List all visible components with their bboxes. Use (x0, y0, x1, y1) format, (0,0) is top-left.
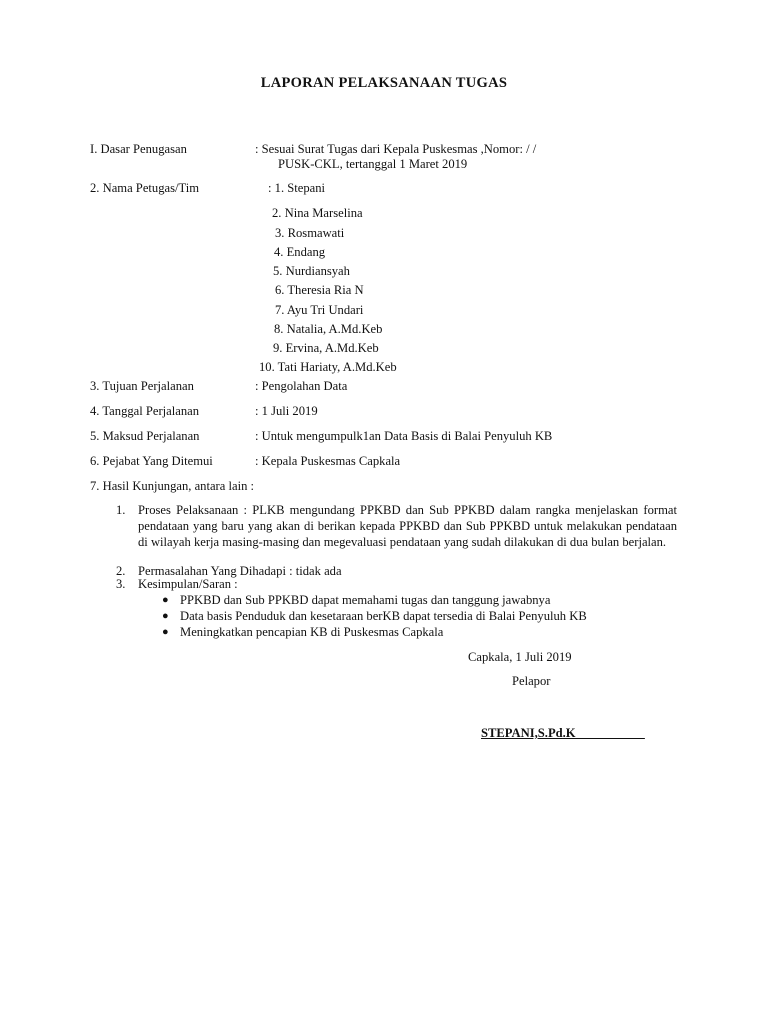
field-label-tanggal: 4. Tanggal Perjalanan (90, 404, 200, 418)
field-label-pejabat: 6. Pejabat Yang Ditemui (90, 454, 213, 468)
document-title: LAPORAN PELAKSANAAN TUGAS (260, 75, 508, 91)
bullet-icon: ● (162, 610, 169, 622)
field-label-maksud: 5. Maksud Perjalanan (90, 429, 200, 443)
saran-item: Meningkatkan pencapian KB di Puskesmas Capkala (180, 625, 444, 639)
field-label-tujuan: 3. Tujuan Perjalanan (90, 379, 194, 393)
petugas-member: 4. Endang (274, 245, 326, 259)
petugas-first: : 1. Stepani (268, 181, 326, 195)
field-value-maksud: : Untuk mengumpulk1an Data Basis di Balai Penyuluh KB (255, 429, 553, 443)
field-value-pejabat: : Kepala Puskesmas Capkala (255, 454, 401, 468)
bullet-icon: ● (162, 626, 169, 638)
petugas-member: 8. Natalia, A.Md.Keb (274, 322, 383, 336)
petugas-member: 7. Ayu Tri Undari (275, 303, 364, 317)
hasil-label: 7. Hasil Kunjungan, antara lain : (90, 479, 255, 493)
petugas-member: 10. Tati Hariaty, A.Md.Keb (259, 360, 397, 374)
saran-item: Data basis Penduduk dan kesetaraan berKB dapat tersedia di Balai Penyuluh KB (180, 609, 587, 623)
saran-item: PPKBD dan Sub PPKBD dapat memahami tugas dan tanggung jawabnya (180, 593, 551, 607)
dasar-value-line1: : Sesuai Surat Tugas dari Kepala Puskesmas ,Nomor: / / (255, 142, 537, 156)
dasar-label: I. Dasar Penugasan (90, 142, 187, 156)
hasil-item-number: 2. (116, 564, 126, 578)
hasil-item-text: Permasalahan Yang Dihadapi : tidak ada (138, 564, 342, 578)
field-value-tanggal: : 1 Juli 2019 (255, 404, 318, 418)
bullet-icon: ● (162, 594, 169, 606)
dasar-value-line2: PUSK-CKL, tertanggal 1 Maret 2019 (278, 157, 468, 171)
signer-name: STEPANI,S.Pd.K (481, 726, 645, 740)
petugas-member: 9. Ervina, A.Md.Keb (273, 341, 379, 355)
petugas-member: 2. Nina Marselina (272, 206, 363, 220)
hasil-item-text: Proses Pelaksanaan : PLKB mengundang PPKBD dan Sub PPKBD dalam rangka menjelaskan format pendataan yang baru yang akan di berikan kepada PPKBD dan Sub PPKBD untuk melakukan pendataan di wilayah kerja masing-masing dan megevaluasi pendataan yang sudah dilakukan di dua bulan berjalan. (138, 503, 677, 549)
closing-place-date: Capkala, 1 Juli 2019 (468, 650, 572, 664)
field-value-tujuan: : Pengolahan Data (255, 379, 348, 393)
petugas-member: 6. Theresia Ria N (275, 283, 364, 297)
hasil-item-number: 3. (116, 577, 126, 591)
petugas-member: 5. Nurdiansyah (273, 264, 350, 278)
closing-role: Pelapor (512, 674, 551, 688)
hasil-item-text: Kesimpulan/Saran : (138, 577, 238, 591)
petugas-member: 3. Rosmawati (275, 226, 345, 240)
petugas-label: 2. Nama Petugas/Tim (90, 181, 200, 195)
hasil-item-number: 1. (116, 503, 126, 517)
